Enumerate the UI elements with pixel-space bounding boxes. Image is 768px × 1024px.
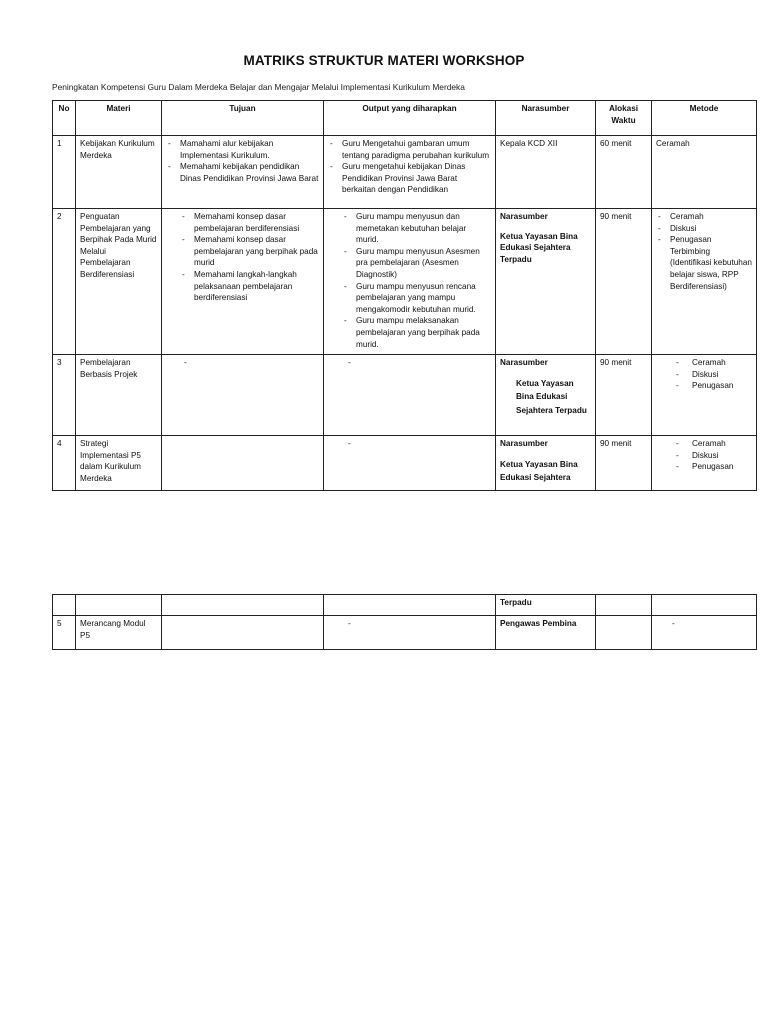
cell-materi — [76, 595, 162, 616]
list-item: - Guru mengetahui kebijakan Dinas Pendidikan Provinsi Jawa Barat berkaitan dengan Pendidikan — [328, 161, 491, 196]
cell-no: 4 — [53, 436, 76, 491]
cell-metode — [652, 355, 757, 436]
cell-no — [53, 595, 76, 616]
document-subtitle: Peningkatan Kompetensi Guru Dalam Merdeka Belajar dan Mengajar Melalui Implementasi Kurikulum Merdeka — [52, 82, 465, 92]
list-item: - Memahami konsep dasar pembelajaran berdiferensiasi — [166, 211, 319, 234]
cell-narasumber — [496, 436, 596, 491]
cell-narasumber — [496, 355, 596, 436]
table-row — [53, 436, 757, 491]
cell-waktu: 90 menit — [596, 355, 652, 436]
cell-output — [324, 355, 496, 436]
cell-tujuan — [162, 436, 324, 491]
cell-metode — [652, 209, 757, 355]
cell-output — [324, 436, 496, 491]
list-item: - Diskusi — [656, 369, 752, 381]
list-item: - Penugasan — [656, 461, 752, 473]
list-item: - Memahami langkah-langkah pelaksanaan pembelajaran berdiferensiasi — [166, 269, 319, 304]
cell-no: 3 — [53, 355, 76, 436]
cell-output — [324, 595, 496, 616]
header-metode: Metode — [652, 101, 757, 136]
header-materi: Materi — [76, 101, 162, 136]
empty-dash: - — [348, 358, 351, 367]
cell-metode — [652, 436, 757, 491]
table-row — [53, 595, 757, 616]
cell-materi: Strategi Implementasi P5 dalam Kurikulum Merdeka — [76, 436, 162, 491]
cell-narasumber: Pengawas Pembina — [496, 616, 596, 650]
cell-output — [324, 209, 496, 355]
cell-tujuan — [162, 616, 324, 650]
cell-output — [324, 616, 496, 650]
materi-matrix-table-continued — [52, 594, 757, 650]
cell-waktu: 90 menit — [596, 209, 652, 355]
header-output: Output yang diharapkan — [324, 101, 496, 136]
list-item: - Ceramah — [656, 357, 752, 369]
cell-no: 2 — [53, 209, 76, 355]
cell-waktu — [596, 616, 652, 650]
table-header-row — [53, 101, 757, 136]
narasumber-name: Ketua Yayasan Bina Edukasi Sejahtera Terpadu — [516, 378, 587, 415]
narasumber-name: Ketua Yayasan Bina Edukasi Sejahtera — [500, 459, 578, 482]
list-item: - Memahami kebijakan pendidikan Dinas Pendidikan Provinsi Jawa Barat — [166, 161, 319, 184]
cell-waktu: 90 menit — [596, 436, 652, 491]
table-row — [53, 209, 757, 355]
cell-tujuan — [162, 209, 324, 355]
list-item: - Ceramah — [656, 211, 752, 223]
narasumber-label: Narasumber — [500, 439, 548, 448]
header-no: No — [53, 101, 76, 136]
table-row — [53, 616, 757, 650]
cell-no: 5 — [53, 616, 76, 650]
list-item: - Memahami konsep dasar pembelajaran yang berpihak pada murid — [166, 234, 319, 269]
cell-materi: Pembelajaran Berbasis Projek — [76, 355, 162, 436]
narasumber-name: Ketua Yayasan Bina Edukasi Sejahtera Terpadu — [500, 231, 578, 264]
empty-dash: - — [672, 619, 675, 628]
cell-tujuan — [162, 136, 324, 209]
cell-narasumber — [496, 209, 596, 355]
header-narasumber: Narasumber — [496, 101, 596, 136]
list-item: - Mamahami alur kebijakan Implementasi Kurikulum. — [166, 138, 319, 161]
cell-materi: Merancang Modul P5 — [76, 616, 162, 650]
empty-dash: - — [184, 358, 187, 367]
cell-materi: Kebijakan Kurikulum Merdeka — [76, 136, 162, 209]
cell-narasumber: Terpadu — [496, 595, 596, 616]
cell-metode — [652, 616, 757, 650]
cell-tujuan — [162, 355, 324, 436]
list-item: - Guru Mengetahui gambaran umum tentang paradigma perubahan kurikulum — [328, 138, 491, 161]
document-title: MATRIKS STRUKTUR MATERI WORKSHOP — [243, 53, 525, 68]
list-item: - Diskusi — [656, 223, 752, 235]
cell-metode — [652, 595, 757, 616]
cell-output — [324, 136, 496, 209]
materi-matrix-table — [52, 100, 757, 491]
list-item: - Guru mampu menyusun rencana pembelajaran yang mampu mengakomodir kebutuhan murid. — [328, 281, 491, 316]
table-row — [53, 136, 757, 209]
cell-metode: Ceramah — [652, 136, 757, 209]
list-item: - Guru mampu melaksanakan pembelajaran yang berpihak pada murid. — [328, 315, 491, 350]
cell-no: 1 — [53, 136, 76, 209]
header-alokasi-waktu: Alokasi Waktu — [596, 101, 652, 136]
list-item: - Penugasan Terbimbing (Identifikasi kebutuhan belajar siswa, RPP Berdiferensiasi) — [656, 234, 752, 292]
cell-waktu — [596, 595, 652, 616]
list-item: - Penugasan — [656, 380, 752, 392]
empty-dash: - — [348, 619, 351, 628]
list-item: - Diskusi — [656, 450, 752, 462]
table-row — [53, 355, 757, 436]
cell-materi: Penguatan Pembelajaran yang Berpihak Pada Murid Melalui Pembelajaran Berdiferensiasi — [76, 209, 162, 355]
narasumber-label: Narasumber — [500, 212, 548, 221]
cell-narasumber: Kepala KCD XII — [496, 136, 596, 209]
cell-waktu: 60 menit — [596, 136, 652, 209]
list-item: - Guru mampu menyusun dan memetakan kebutuhan belajar murid. — [328, 211, 491, 246]
narasumber-label: Narasumber — [500, 358, 548, 367]
cell-tujuan — [162, 595, 324, 616]
list-item: - Ceramah — [656, 438, 752, 450]
empty-dash: - — [348, 439, 351, 448]
list-item: - Guru mampu menyusun Asesmen pra pembelajaran (Asesmen Diagnostik) — [328, 246, 491, 281]
header-tujuan: Tujuan — [162, 101, 324, 136]
